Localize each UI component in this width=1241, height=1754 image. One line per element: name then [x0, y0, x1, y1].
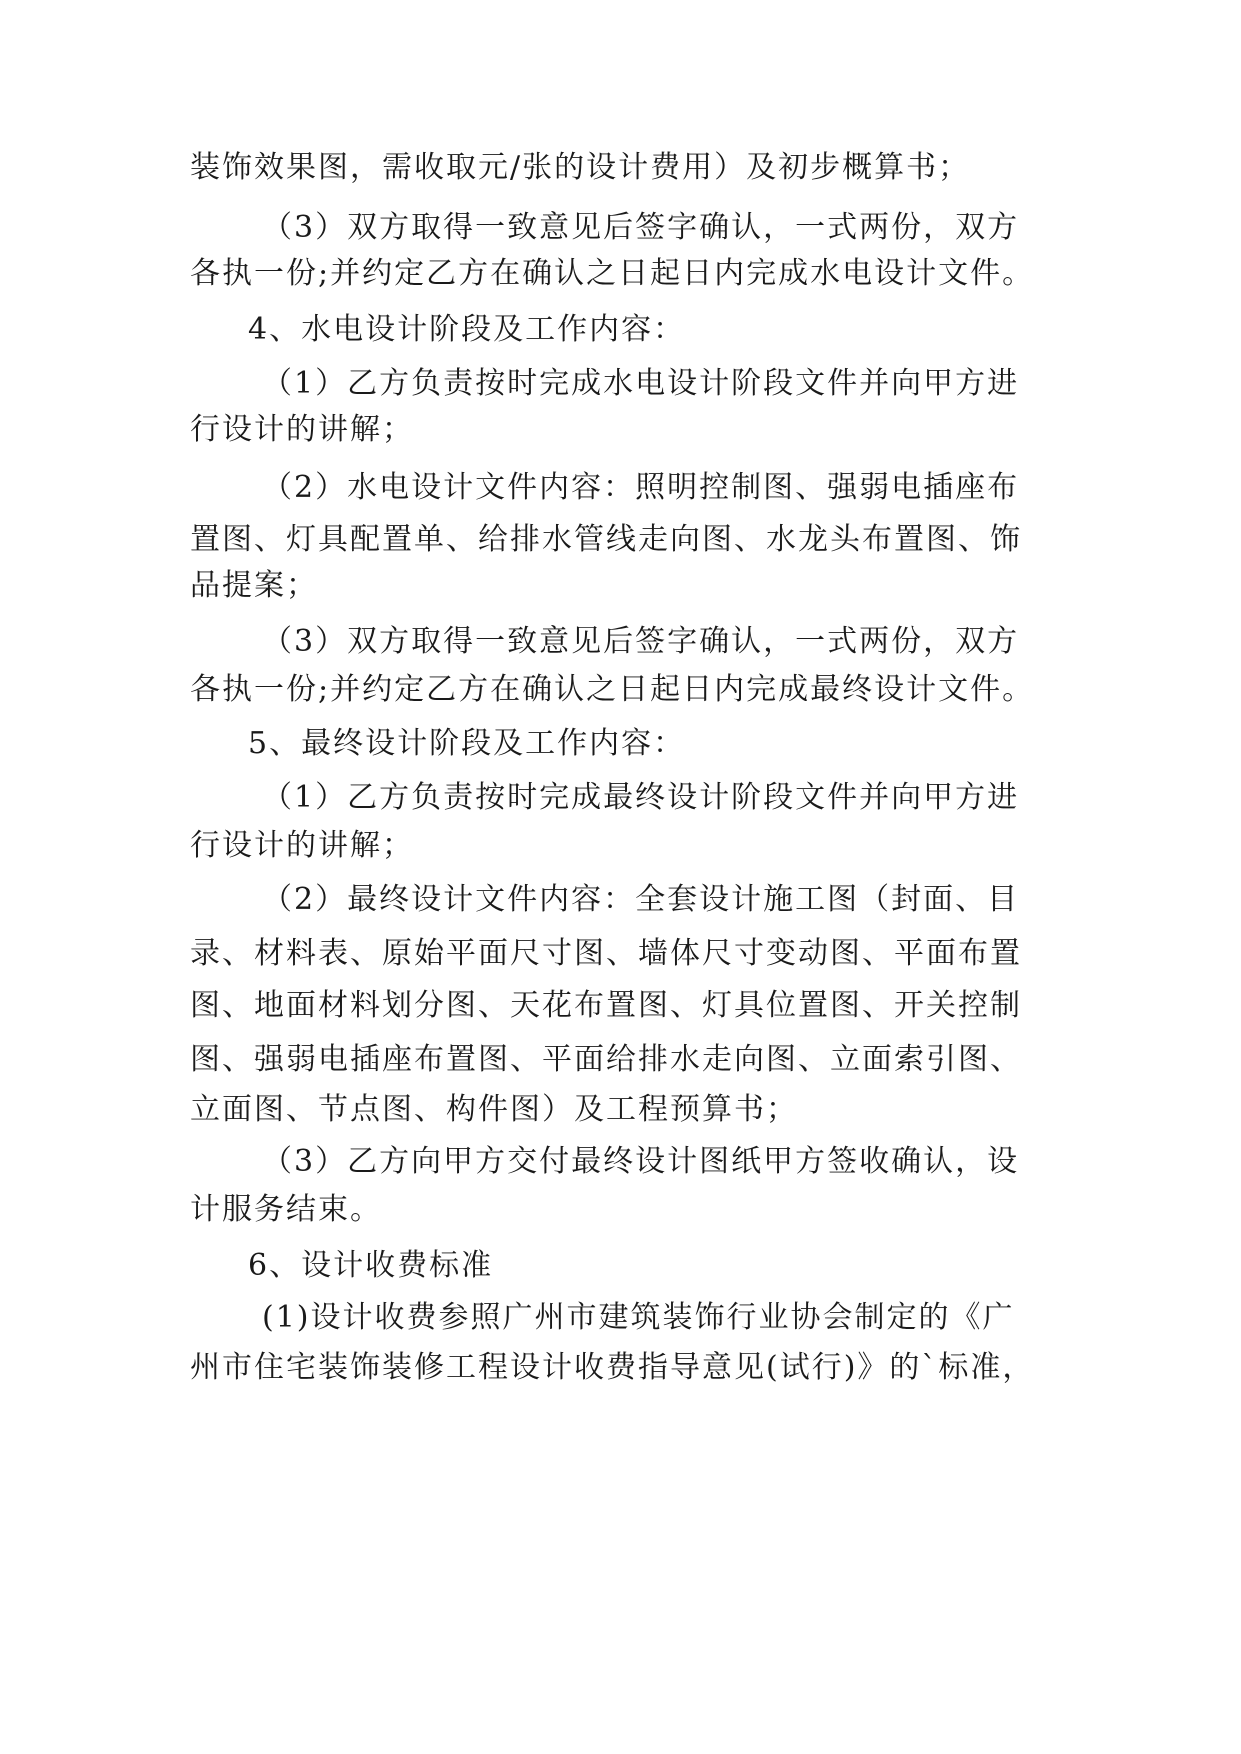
paragraph-line: 行设计的讲解； — [190, 412, 414, 447]
paragraph-line: （3）双方取得一致意见后签字确认，一式两份，双方 — [262, 210, 1020, 245]
section-heading: 6、设计收费标准 — [248, 1248, 494, 1283]
paragraph-line: 立面图、节点图、构件图）及工程预算书； — [190, 1092, 798, 1127]
section-heading: 5、最终设计阶段及工作内容： — [248, 726, 686, 761]
paragraph-line: 图、地面材料划分图、天花布置图、灯具位置图、开关控制 — [190, 988, 1022, 1023]
paragraph-line: 计服务结束。 — [190, 1192, 382, 1227]
paragraph-line: 各执一份;并约定乙方在确认之日起日内完成水电设计文件。 — [190, 256, 1035, 291]
paragraph-line: 行设计的讲解； — [190, 828, 414, 863]
paragraph-line: (1)设计收费参照广州市建筑装饰行业协会制定的《广 — [262, 1300, 1015, 1335]
paragraph-line: 装饰效果图，需收取元/张的设计费用）及初步概算书； — [190, 150, 971, 185]
paragraph-line: （2）最终设计文件内容：全套设计施工图（封面、目 — [262, 882, 1020, 917]
paragraph-line: 图、强弱电插座布置图、平面给排水走向图、立面索引图、 — [190, 1042, 1022, 1077]
paragraph-line: （3）乙方向甲方交付最终设计图纸甲方签收确认，设 — [262, 1144, 1020, 1179]
paragraph-line: 州市住宅装饰装修工程设计收费指导意见(试行)》的`标准， — [190, 1350, 1035, 1385]
paragraph-line: （1）乙方负责按时完成最终设计阶段文件并向甲方进 — [262, 780, 1020, 815]
paragraph-line: 录、材料表、原始平面尺寸图、墙体尺寸变动图、平面布置 — [190, 936, 1022, 971]
paragraph-line: 各执一份;并约定乙方在确认之日起日内完成最终设计文件。 — [190, 672, 1035, 707]
section-heading: 4、水电设计阶段及工作内容： — [248, 312, 686, 347]
paragraph-line: 品提案； — [190, 568, 318, 603]
paragraph-line: （2）水电设计文件内容：照明控制图、强弱电插座布 — [262, 470, 1020, 505]
paragraph-line: 置图、灯具配置单、给排水管线走向图、水龙头布置图、饰 — [190, 522, 1022, 557]
paragraph-line: （3）双方取得一致意见后签字确认，一式两份，双方 — [262, 624, 1020, 659]
paragraph-line: （1）乙方负责按时完成水电设计阶段文件并向甲方进 — [262, 366, 1020, 401]
